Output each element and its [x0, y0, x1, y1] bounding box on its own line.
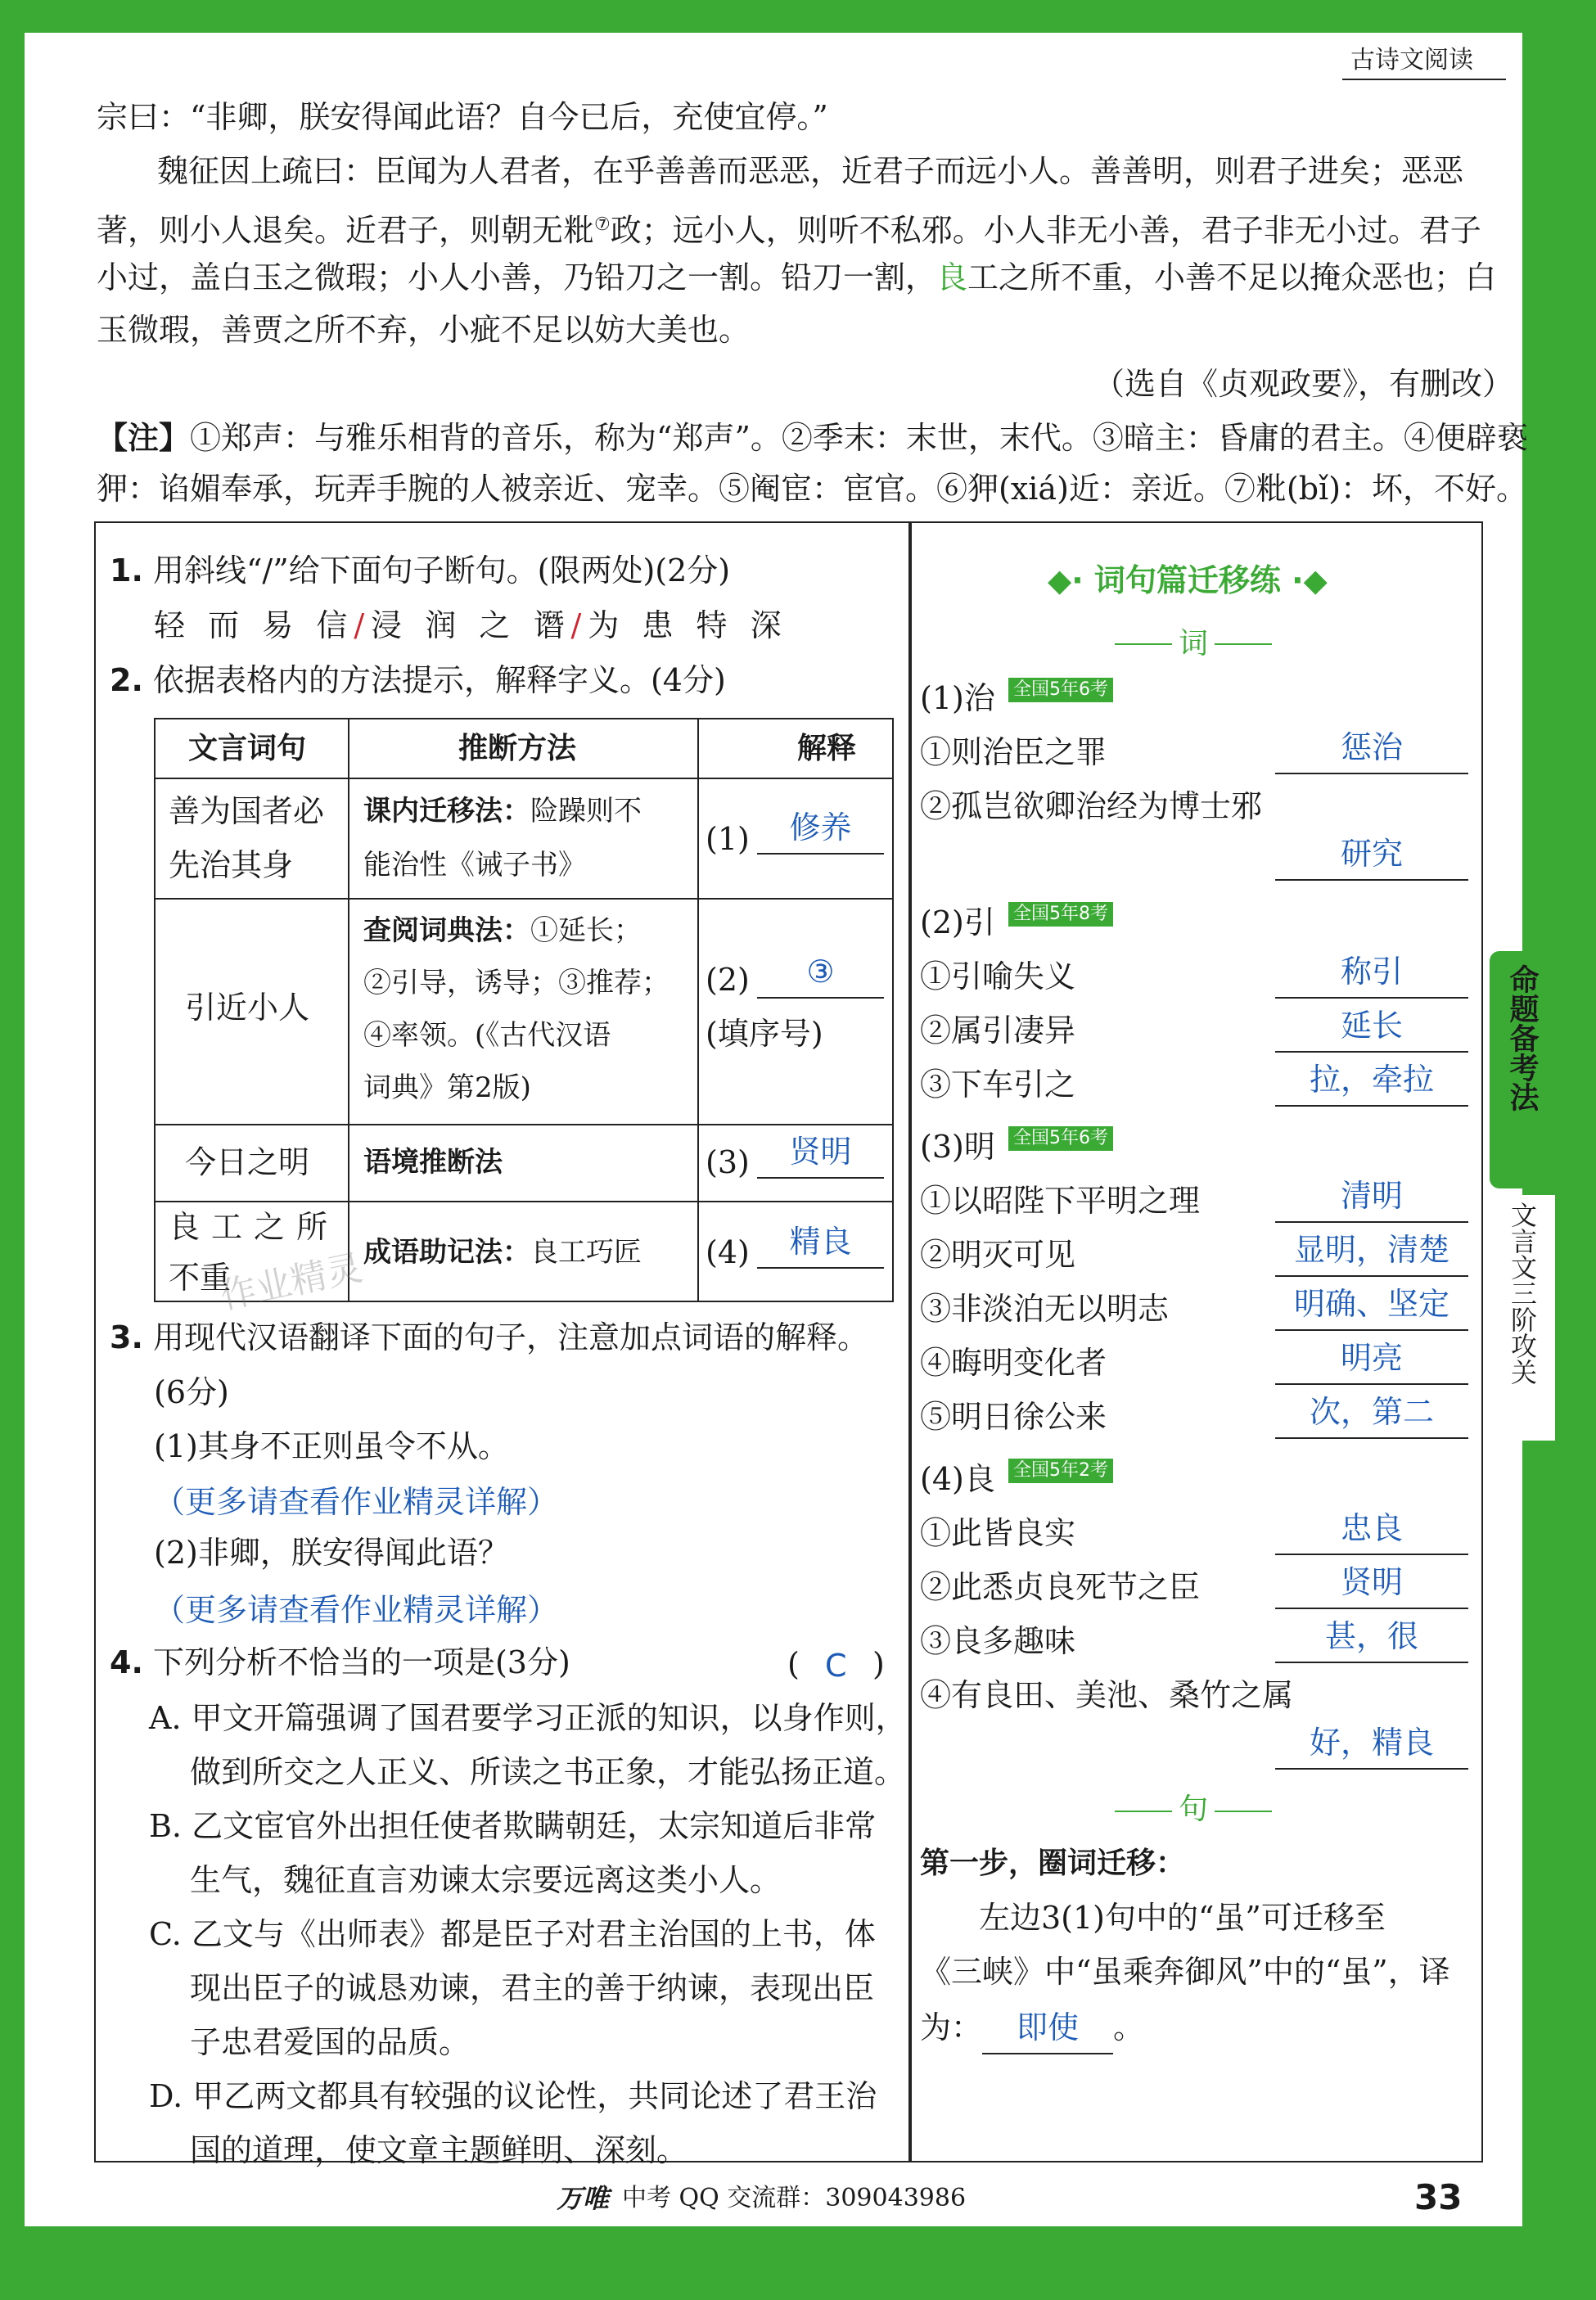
word-example: ②属引凄异 [920, 1012, 1076, 1049]
table-cell-method: 语境推断法 [363, 1146, 503, 1179]
table-cell-phrase: 先治其身 [169, 847, 294, 883]
step-title: 第一步，圈词迁移： [920, 1847, 1186, 1880]
header-rule [1342, 79, 1506, 80]
section-header: 古诗文阅读 [1350, 46, 1473, 74]
watermark: 作业精灵 [216, 1247, 367, 1318]
word-answer: 清明 [1275, 1170, 1468, 1223]
word-answer: 明亮 [1275, 1333, 1468, 1385]
passage-line: 魏征因上疏曰：臣闻为人君者，在乎善善而恶恶，近君子而远小人。善善明，则君子进矣；恶恶 [157, 153, 1464, 189]
table-cell-phrase: 引近小人 [185, 990, 310, 1026]
q4-option-c: 现出臣子的诚恳劝谏，君主的善于纳谏，表现出臣 [190, 1970, 875, 2006]
frame-top [0, 0, 1596, 34]
q3-answer-link[interactable]: （更多请查看作业精灵详解） [154, 1592, 559, 1628]
table-cell-phrase: 善为国者必 [169, 793, 325, 829]
word-example: ④有良田、美池、桑竹之属 [920, 1677, 1294, 1713]
passage-line: 宗曰：“非卿，朕安得闻此语？自今已后，充使宜停。” [97, 99, 828, 135]
notes: 【注】①郑声：与雅乐相背的音乐，称为“郑声”。②季末：末世，末代。③暗主：昏庸的君主。④便辟亵 [97, 420, 1528, 456]
question-2: 2. 依据表格内的方法提示，解释字义。(4分) [110, 662, 726, 698]
q1-sentence: 轻 而 易 信/浸 润 之 谮/为 患 特 深 [154, 607, 788, 643]
footer-brand: 万唯 [557, 2183, 610, 2214]
word-example: ③非淡泊无以明志 [920, 1291, 1170, 1327]
word-example: ③下车引之 [920, 1067, 1076, 1103]
q4-option-d: D. 甲乙两文都具有较强的议论性，共同论述了君王治 [149, 2078, 877, 2114]
word-answer: 称引 [1275, 946, 1468, 999]
diamond-icon: ·◆ [1292, 562, 1328, 598]
q3-score: (6分) [154, 1374, 229, 1410]
word-group-label: (3)明 [920, 1129, 995, 1165]
q4-option-c: C. 乙文与《出师表》都是臣子对君主治国的上书，体 [149, 1916, 876, 1952]
word-answer: 延长 [1275, 1000, 1468, 1053]
word-example: ②明灭可见 [920, 1237, 1076, 1273]
passage-line: 玉微瑕，善贾之所不弃，小疵不足以妨大美也。 [97, 312, 751, 348]
table-cell-method: 词典》第2版) [363, 1071, 531, 1104]
word-answer: 好，精良 [1275, 1717, 1468, 1770]
table-cell-method: 课内迁移法：险躁则不 [363, 795, 642, 828]
q4-answer: C [825, 1648, 847, 1684]
table-cell-method: ②引导，诱导；③推荐； [363, 967, 670, 999]
word-group-label: (4)良 [920, 1461, 995, 1497]
word-answer: 次，第二 [1275, 1387, 1468, 1439]
footer-text: 中考 QQ 交流群：309043986 [622, 2184, 967, 2212]
diamond-icon: ◆· [1048, 562, 1084, 598]
word-answer: 惩治 [1275, 722, 1468, 774]
question-3: 3. 用现代汉语翻译下面的句子，注意加点词语的解释。 [110, 1319, 868, 1355]
table-cell-method: 能治性《诫子书》 [363, 849, 586, 882]
word-example: ①则治臣之罪 [920, 734, 1107, 770]
step-text: 《三峡》中“虽乘奔御风”中的“虽”，译 [920, 1954, 1450, 1990]
table-cell-num: (3) [706, 1144, 750, 1180]
word-answer: 研究 [1275, 828, 1468, 881]
notes: 狎：谄媚奉承，玩弄手腕的人被亲近、宠幸。⑤阉宦：宦官。⑥狎(xiá)近：亲近。⑦粃(bǐ)：坏，不好。 [97, 471, 1528, 507]
word-example: ①以昭陛下平明之理 [920, 1183, 1201, 1219]
q4-option-a: A. 甲文开篇强调了国君要学习正派的知识，以身作则， [149, 1700, 907, 1736]
word-group-label: (1)治 [920, 680, 995, 716]
q3-answer-link[interactable]: （更多请查看作业精灵详解） [154, 1484, 559, 1520]
page-number: 33 [1414, 2177, 1463, 2217]
side-tab-label: 文言文三阶攻关 [1507, 1202, 1538, 1385]
word-example: ③良多趣味 [920, 1623, 1076, 1659]
word-example: ①此皆良实 [920, 1515, 1076, 1551]
word-example: ①引喻失义 [920, 958, 1076, 994]
sub-heading-word: 词 [1179, 627, 1209, 661]
word-group-label: (2)引 [920, 904, 995, 940]
word-example: ②此悉贞良死节之臣 [920, 1569, 1201, 1605]
table-answer: 贤明 [757, 1126, 884, 1179]
passage-line: 小过，盖白玉之微瑕；小人小善，乃铅刀之一割。铅刀一割，良工之所不重，小善不足以掩众恶也；白 [97, 259, 1497, 295]
frame-bottom [0, 2226, 1596, 2300]
word-example: ⑤明日徐公来 [920, 1399, 1107, 1435]
sub-heading-sentence: 句 [1179, 1793, 1209, 1826]
word-answer: 忠良 [1275, 1503, 1468, 1555]
table-answer: 精良 [757, 1216, 884, 1269]
table-cell-phrase: 良工之所 [169, 1209, 340, 1245]
table-answer: ③ [757, 946, 884, 999]
table-header: 解释 [797, 732, 857, 765]
q4-paren: ( [787, 1646, 800, 1682]
divider [1115, 643, 1172, 645]
divider [1215, 1811, 1272, 1812]
passage-source: （选自《贞观政要》，有删改） [1093, 366, 1514, 402]
table-cell-num: (1) [706, 821, 750, 857]
side-tab-label: 命题备考法 [1505, 964, 1539, 1112]
table-header: 文言词句 [188, 732, 307, 765]
practice-title: ◆· 词句篇迁移练 ·◆ [1048, 562, 1328, 598]
frequency-badge: 全国5年8考 [1008, 902, 1113, 927]
step-text: 为： 即使 。 [920, 2002, 1144, 2054]
word-example: ④晦明变化者 [920, 1345, 1107, 1381]
frequency-badge: 全国5年6考 [1008, 1126, 1113, 1151]
table-cell-phrase: 不重 [169, 1260, 232, 1296]
passage-line: 著，则小人退矣。近君子，则朝无粃⑦政；远小人，则听不私邪。小人非无小善，君子非无小过。君子 [97, 212, 1481, 249]
table-cell-num: (4) [706, 1234, 750, 1270]
step-text: 左边3(1)句中的“虽”可迁移至 [979, 1900, 1386, 1936]
table-cell-method: 成语助记法：良工巧匠 [363, 1236, 642, 1269]
table-header: 推断方法 [458, 732, 577, 765]
divider [1115, 1811, 1172, 1812]
table-answer: 修养 [757, 802, 884, 855]
word-answer: 显明，清楚 [1275, 1224, 1468, 1277]
q4-paren: ) [872, 1646, 885, 1682]
q4-option-a: 做到所交之人正义、所读之书正象，才能弘扬正道。 [190, 1754, 906, 1790]
table-cell-method: ④率领。(《古代汉语 [363, 1019, 611, 1052]
divider [1215, 643, 1272, 645]
q4-option-d: 国的道理，使文章主题鲜明、深刻。 [190, 2132, 688, 2168]
table-cell-extra: (填序号) [706, 1016, 823, 1052]
q4-option-b: 生气，魏征直言劝谏太宗要远离这类小人。 [190, 1862, 782, 1898]
table-cell-phrase: 今日之明 [185, 1144, 310, 1180]
frame-left [0, 0, 25, 2300]
table-cell-method: 查阅词典法：①延长； [363, 914, 642, 947]
frequency-badge: 全国5年6考 [1008, 678, 1113, 702]
word-answer: 贤明 [1275, 1557, 1468, 1609]
word-answer: 甚，很 [1275, 1611, 1468, 1663]
word-answer: 拉，牵拉 [1275, 1054, 1468, 1107]
question-1: 1. 用斜线“/”给下面句子断句。(限两处)(2分) [110, 552, 731, 589]
word-example: ②孤岂欲卿治经为博士邪 [920, 788, 1263, 824]
question-4: 4. 下列分析不恰当的一项是(3分) [110, 1644, 570, 1680]
q4-option-c: 子忠君爱国的品质。 [190, 2024, 471, 2060]
q3-sentence-1: (1)其身不正则虽令不从。 [154, 1428, 509, 1464]
table-cell-num: (2) [706, 962, 750, 998]
q3-sentence-2: (2)非卿，朕安得闻此语？ [154, 1535, 509, 1571]
word-answer: 明确、坚定 [1275, 1279, 1468, 1331]
frequency-badge: 全国5年2考 [1008, 1459, 1113, 1483]
q4-option-b: B. 乙文宦官外出担任使者欺瞒朝廷，太宗知道后非常 [149, 1808, 877, 1844]
